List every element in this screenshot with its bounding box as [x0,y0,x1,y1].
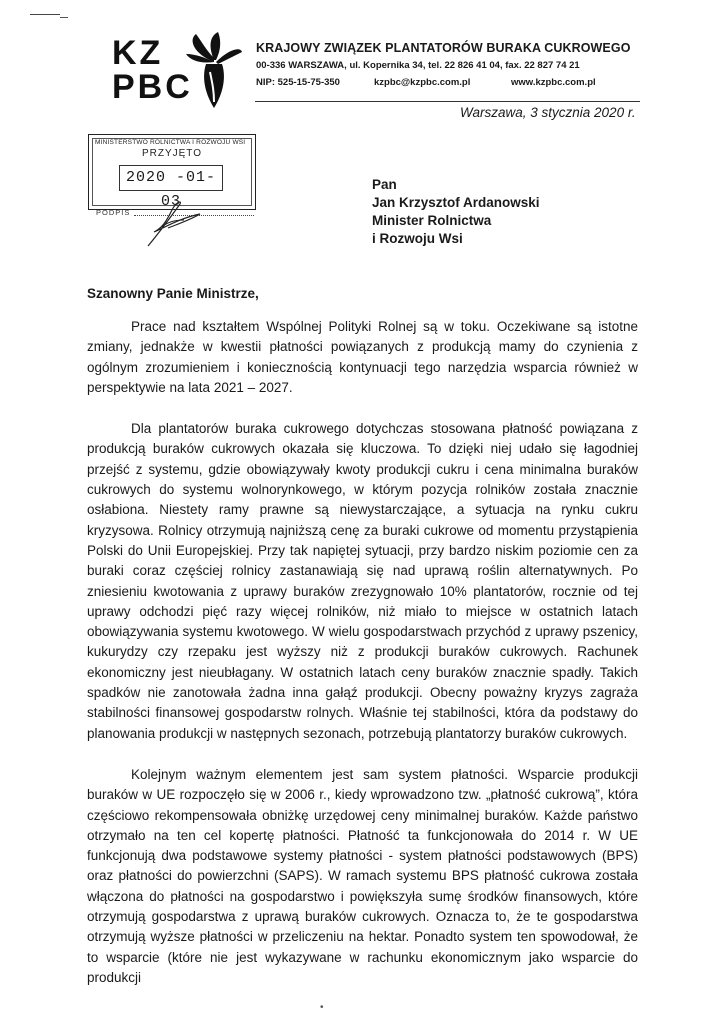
organization-address: 00-336 WARSZAWA, ul. Kopernika 34, tel. 22 826 41 04, fax. 22 827 74 21 [256,60,580,71]
scan-speck: • [320,1002,324,1013]
letterhead-divider [255,101,640,102]
recipient-position: Minister Rolnictwa [372,213,492,228]
scan-mark [30,14,60,15]
handwritten-signature [140,198,210,250]
salutation: Szanowny Panie Ministrze, [87,286,259,301]
kzpbc-logo [112,32,242,108]
paragraph: Kolejnym ważnym elementem jest sam system płatności. Wsparcie produkcji buraków w UE rozpoczęło się w 2006 r., kiedy wprowadzono tzw. „płatność cukrową”, która częściowo rekompensowała obniżkę urzędowej ceny minimalnej buraków. Każde państwo otrzymało na ten cel kopertę płatności. Płatność ta funkcjonowała do 2014 r. W UE funkcjonują dwa podstawowe systemy płatności - system płatności podstawowych (BPS) oraz płatności do powierzchni (SAPS). W ramach systemu BPS płatność cukrowa została włączona do płatności na gospodarstwo i powiększyła sumę środków finansowych, które otrzymują gospodarstwa z uprawą buraków cukrowych. Oznacza to, że te gospodarstwa otrzymują wyższe płatności w przeliczeniu na hektar. Ponadto system ten spowodował, że to wsparcie (które nie jest wykazywane w rachunku ekonomicznym jako wsparcie do produkcji [87,766,638,985]
letter-date: Warszawa, 3 stycznia 2020 r. [460,105,636,120]
logo-text-top: KZ [112,34,164,72]
stamp-inner-border [92,138,252,210]
stamp-date: 2020 -01- 03 [119,165,223,191]
organization-name: KRAJOWY ZWIĄZEK PLANTATORÓW BURAKA CUKROWEGO [256,41,631,55]
paragraph: Dla plantatorów buraka cukrowego dotychczas stosowana płatność powiązana z produkcją buraków cukrowych okazała się kluczowa. To dzięki niej udało się łagodniej przejść z systemu, gdzie obowiązywały kwoty produkcji cukru i cena minimalna buraków cukrowych do systemu wolnorynkowego, w którym pozycja rolników została znacznie osłabiona. Niestety ramy prawne są niewystarczające, a sytuacja na rynku cukru kryzysowa. Rolnicy otrzymują najniższą cenę za buraki cukrowe od momentu przystąpienia Polski do Unii Europejskiej. Przy tak napiętej sytuacji, przy bardzo niskim poziomie cen za buraki coraz częściej rolnicy zastanawiają się nad uprawą roślin alternatywnych. Po zniesieniu kwotowania z uprawy buraków zrezygnowało 10% plantatorów, rocznie od tej uprawy odchodzi pięć razy więcej rolników, niż miało to miejsce w ostatnich latach obowiązywania systemu kwotowego. W wielu gospodarstwach przychód z uprawy pszenicy, kukurydzy czy rzepaku jest wyższy niż z produkcji buraków cukrowych. Rachunek ekonomiczny jest nieubłagany. W ostatnich latach ceny buraków znacznie spadły. Takich spadków nie zanotowała żadna inna gałąź produkcji. Obecny poważny kryzys zagraża stabilności finansowej gospodarstw rolnych. Właśnie tej stabilności, która da podstawy do planowania produkcji w następnych sezonach, potrzebują plantatorzy buraków cukrowych. [87,421,638,741]
recipient-block [372,176,540,248]
stamp-header: MINISTERSTWO ROLNICTWA I ROZWOJU WSI [95,139,246,146]
recipient-name: Jan Krzysztof Ardanowski [372,195,540,210]
sugar-beet-icon [184,32,244,110]
organization-contact [256,77,596,88]
website-address: www.kzpbc.com.pl [511,77,596,88]
recipient-ministry: i Rozwoju Wsi [372,231,463,246]
logo-text-bottom: PBC [112,68,193,106]
stamp-status: PRZYJĘTO [141,148,203,159]
scan-mark [60,17,68,18]
letter-body [87,317,638,1009]
stamp-podpis-label: PODPIS [96,208,131,217]
nip-number: NIP: 525-15-75-350 [256,77,340,88]
paragraph: Prace nad kształtem Wspólnej Polityki Rolnej są w toku. Oczekiwane są istotne zmiany, jednakże w kwestii płatności powiązanych z produkcją mamy do czynienia z ogólnym zrozumieniem i koniecznością kontynuacji tego narzędzia wsparcia również w perspektywie na lata 2021 – 2027. [87,319,638,395]
email-address: kzpbc@kzpbc.com.pl [374,77,471,88]
recipient-title: Pan [372,177,397,192]
